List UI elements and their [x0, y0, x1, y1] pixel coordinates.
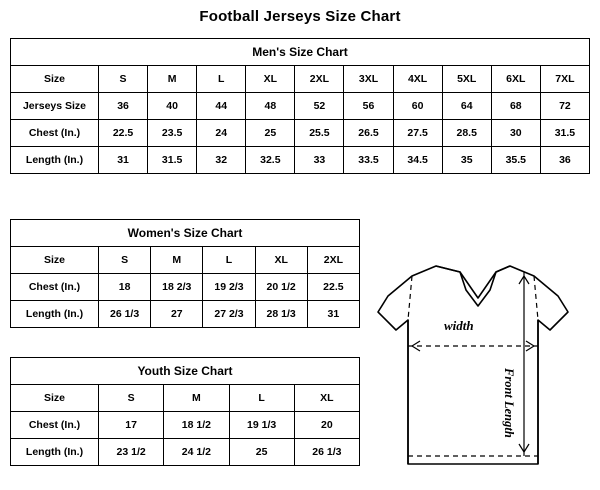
table-row — [11, 274, 360, 301]
cell: 19 1/3 — [229, 412, 294, 439]
cell: 2XL — [295, 66, 344, 93]
cell: 18 — [99, 274, 151, 301]
cell: 23.5 — [148, 120, 197, 147]
cell: 35 — [442, 147, 491, 174]
cell: 48 — [246, 93, 295, 120]
row-label: Length (In.) — [11, 147, 99, 174]
cell: 5XL — [442, 66, 491, 93]
cell: M — [148, 66, 197, 93]
cell: 28 1/3 — [255, 301, 307, 328]
cell: 64 — [442, 93, 491, 120]
cell: 22.5 — [307, 274, 359, 301]
cell: 19 2/3 — [203, 274, 255, 301]
youth-size-table — [10, 357, 360, 466]
diagram-front-length-label: Front Length — [502, 368, 516, 438]
cell: 25 — [246, 120, 295, 147]
cell: 56 — [344, 93, 393, 120]
cell: 52 — [295, 93, 344, 120]
cell: XL — [255, 247, 307, 274]
cell: 25.5 — [295, 120, 344, 147]
cell: 31 — [99, 147, 148, 174]
cell: L — [197, 66, 246, 93]
cell: 40 — [148, 93, 197, 120]
cell: 18 1/2 — [164, 412, 229, 439]
row-label: Size — [11, 247, 99, 274]
cell: 27.5 — [393, 120, 442, 147]
diagram-width-label: width — [444, 318, 474, 333]
cell: 34.5 — [393, 147, 442, 174]
table-row — [11, 66, 590, 93]
womens-size-chart — [10, 219, 360, 328]
cell: 3XL — [344, 66, 393, 93]
cell: L — [229, 385, 294, 412]
cell: 36 — [99, 93, 148, 120]
cell: 72 — [540, 93, 589, 120]
cell: XL — [246, 66, 295, 93]
cell: XL — [294, 385, 359, 412]
cell: 60 — [393, 93, 442, 120]
mens-size-chart — [10, 38, 590, 174]
cell: L — [203, 247, 255, 274]
cell: 26 1/3 — [99, 301, 151, 328]
cell: 24 1/2 — [164, 439, 229, 466]
mens-size-table — [10, 38, 590, 174]
cell: 17 — [99, 412, 164, 439]
cell: 25 — [229, 439, 294, 466]
youth-chart-caption: Youth Size Chart — [10, 357, 360, 384]
cell: M — [164, 385, 229, 412]
cell: 18 2/3 — [151, 274, 203, 301]
cell: 22.5 — [99, 120, 148, 147]
cell: 26.5 — [344, 120, 393, 147]
cell: 4XL — [393, 66, 442, 93]
cell: 27 2/3 — [203, 301, 255, 328]
cell: S — [99, 66, 148, 93]
cell: 28.5 — [442, 120, 491, 147]
cell: 26 1/3 — [294, 439, 359, 466]
cell: 33 — [295, 147, 344, 174]
table-row — [11, 301, 360, 328]
row-label: Size — [11, 66, 99, 93]
cell: 32.5 — [246, 147, 295, 174]
cell: 27 — [151, 301, 203, 328]
row-label: Length (In.) — [11, 301, 99, 328]
womens-size-table — [10, 219, 360, 328]
cell: 30 — [491, 120, 540, 147]
womens-chart-caption: Women's Size Chart — [10, 219, 360, 246]
cell: 6XL — [491, 66, 540, 93]
cell: 68 — [491, 93, 540, 120]
cell: 32 — [197, 147, 246, 174]
row-label: Chest (In.) — [11, 274, 99, 301]
cell: S — [99, 385, 164, 412]
mens-chart-caption: Men's Size Chart — [10, 38, 590, 65]
row-label: Size — [11, 385, 99, 412]
cell: 24 — [197, 120, 246, 147]
jersey-measurement-diagram — [368, 250, 590, 482]
row-label: Chest (In.) — [11, 120, 99, 147]
cell: 23 1/2 — [99, 439, 164, 466]
cell: 31 — [307, 301, 359, 328]
table-row — [11, 439, 360, 466]
cell: 31.5 — [148, 147, 197, 174]
table-row — [11, 385, 360, 412]
youth-size-chart — [10, 357, 360, 466]
table-row — [11, 120, 590, 147]
table-row — [11, 93, 590, 120]
cell: 36 — [540, 147, 589, 174]
cell: 44 — [197, 93, 246, 120]
cell: 7XL — [540, 66, 589, 93]
cell: M — [151, 247, 203, 274]
cell: S — [99, 247, 151, 274]
cell: 31.5 — [540, 120, 589, 147]
row-label: Chest (In.) — [11, 412, 99, 439]
cell: 20 — [294, 412, 359, 439]
cell: 33.5 — [344, 147, 393, 174]
table-row — [11, 412, 360, 439]
cell: 2XL — [307, 247, 359, 274]
row-label: Length (In.) — [11, 439, 99, 466]
table-row — [11, 147, 590, 174]
cell: 35.5 — [491, 147, 540, 174]
table-row — [11, 247, 360, 274]
row-label: Jerseys Size — [11, 93, 99, 120]
page-title: Football Jerseys Size Chart — [199, 8, 401, 25]
cell: 20 1/2 — [255, 274, 307, 301]
